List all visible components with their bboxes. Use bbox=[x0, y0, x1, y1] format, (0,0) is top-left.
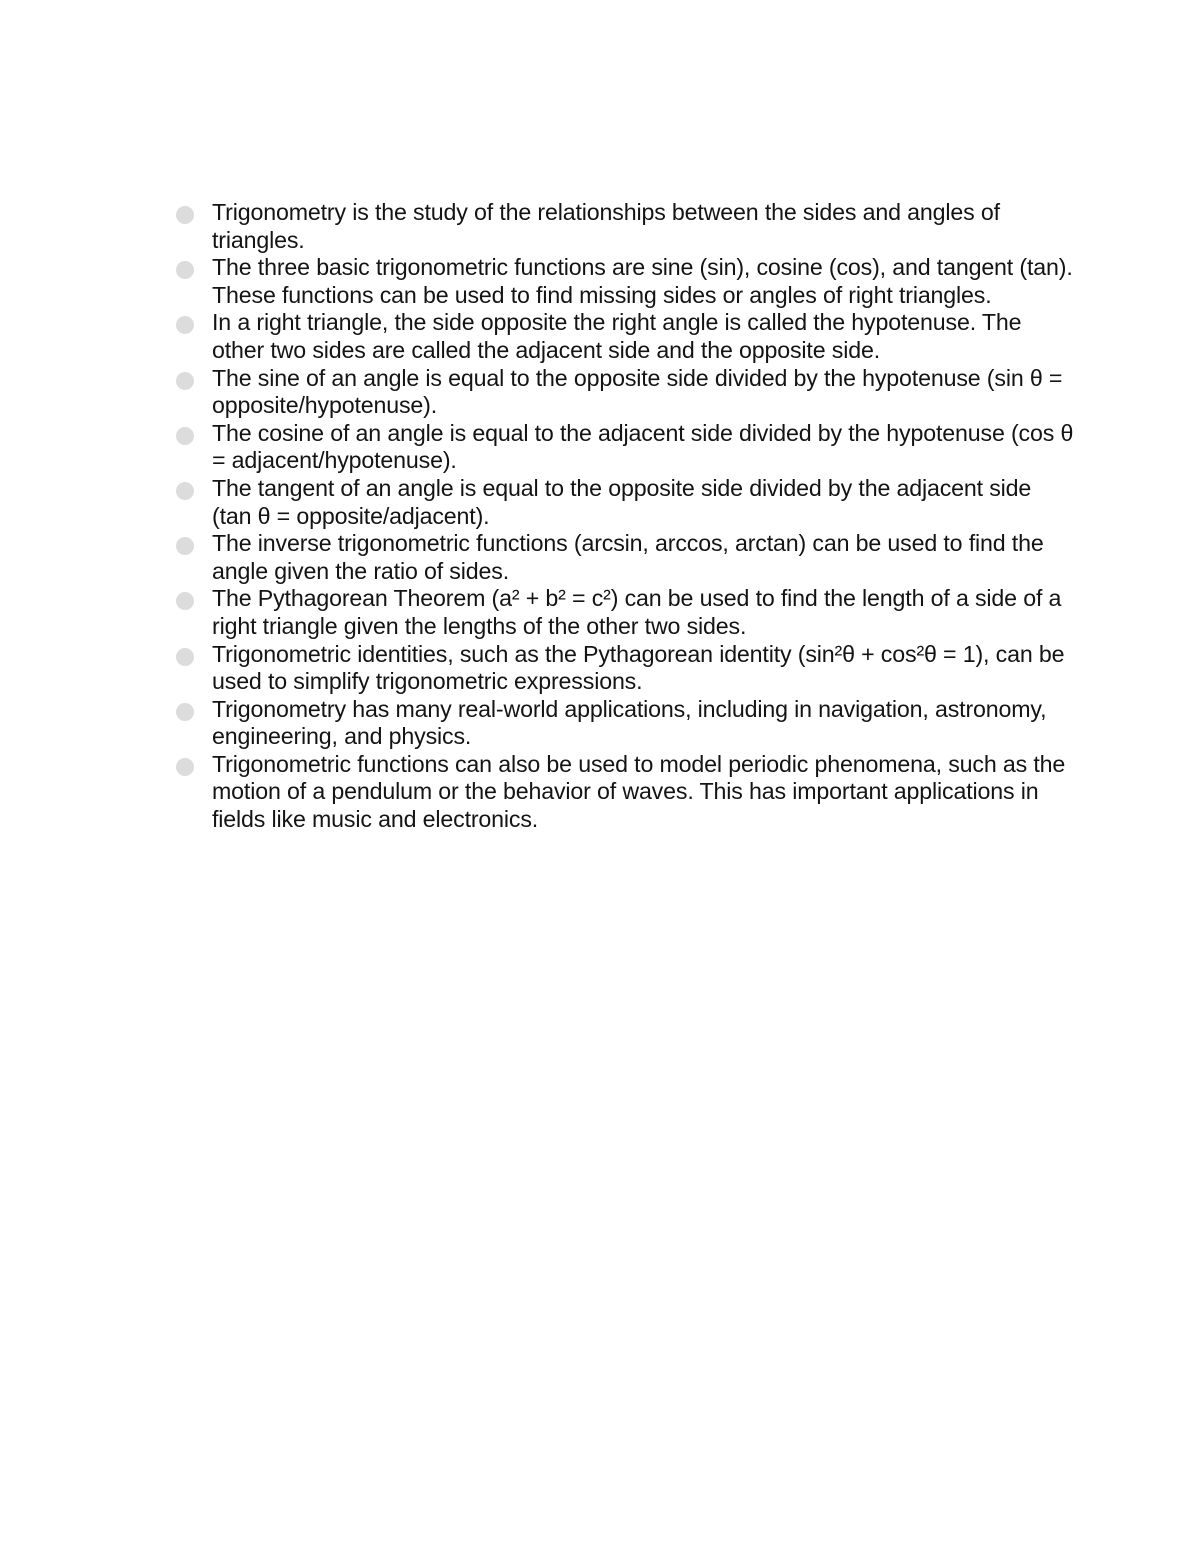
list-item-text: Trigonometric identities, such as the Pythagorean identity (sin²θ + cos²θ = 1), can be used to simplify trigonometric expressions. bbox=[212, 640, 1065, 695]
list-item-text: The inverse trigonometric functions (arcsin, arccos, arctan) can be used to find the angle given the ratio of sides. bbox=[212, 530, 1044, 584]
list-item-text: Trigonometry has many real-world applications, including in navigation, astronomy, engineering, and physics. bbox=[212, 695, 1047, 750]
list-item-text: The sine of an angle is equal to the opposite side divided by the hypotenuse (sin θ = opposite/hypotenuse). bbox=[212, 364, 1063, 419]
bullet-dot-icon bbox=[176, 482, 194, 500]
list-item-text: Trigonometry is the study of the relationships between the sides and angles of triangles. bbox=[212, 199, 1000, 253]
bullet-dot-icon bbox=[176, 537, 194, 555]
bullet-dot-icon bbox=[176, 703, 194, 721]
list-item bbox=[176, 309, 1076, 364]
list-item-text: The Pythagorean Theorem (a² + b² = c²) can be used to find the length of a side of a right triangle given the lengths of the other two sides. bbox=[212, 585, 1062, 639]
list-item bbox=[176, 530, 1076, 585]
bullet-dot-icon bbox=[176, 261, 194, 279]
bullet-dot-icon bbox=[176, 316, 194, 334]
list-item bbox=[176, 254, 1076, 309]
bullet-dot-icon bbox=[176, 427, 194, 445]
list-item bbox=[176, 641, 1076, 696]
list-item bbox=[176, 199, 1076, 254]
list-item bbox=[176, 751, 1076, 834]
bullet-dot-icon bbox=[176, 648, 194, 666]
bullet-dot-icon bbox=[176, 758, 194, 776]
bullet-dot-icon bbox=[176, 592, 194, 610]
list-item bbox=[176, 475, 1076, 530]
list-item-text: Trigonometric functions can also be used to model periodic phenomena, such as the motion of a pendulum or the behavior of waves. This has important applications in fields like music and electronics. bbox=[212, 750, 1066, 833]
list-item bbox=[176, 696, 1076, 751]
list-item bbox=[176, 420, 1076, 475]
list-item-text: The cosine of an angle is equal to the adjacent side divided by the hypotenuse (cos θ = adjacent/hypotenuse). bbox=[212, 419, 1074, 474]
bullet-list bbox=[176, 199, 1076, 834]
list-item-text: In a right triangle, the side opposite the right angle is called the hypotenuse. The other two sides are called the adjacent side and the opposite side. bbox=[212, 309, 1022, 363]
list-item bbox=[176, 585, 1076, 640]
bullet-dot-icon bbox=[176, 206, 194, 224]
bullet-dot-icon bbox=[176, 372, 194, 390]
list-item-text: The three basic trigonometric functions are sine (sin), cosine (cos), and tangent (tan). These functions can be used to find missing sides or angles of right triangles. bbox=[212, 254, 1073, 308]
list-item-text: The tangent of an angle is equal to the opposite side divided by the adjacent side (tan θ = opposite/adjacent). bbox=[212, 474, 1032, 529]
list-item bbox=[176, 365, 1076, 420]
